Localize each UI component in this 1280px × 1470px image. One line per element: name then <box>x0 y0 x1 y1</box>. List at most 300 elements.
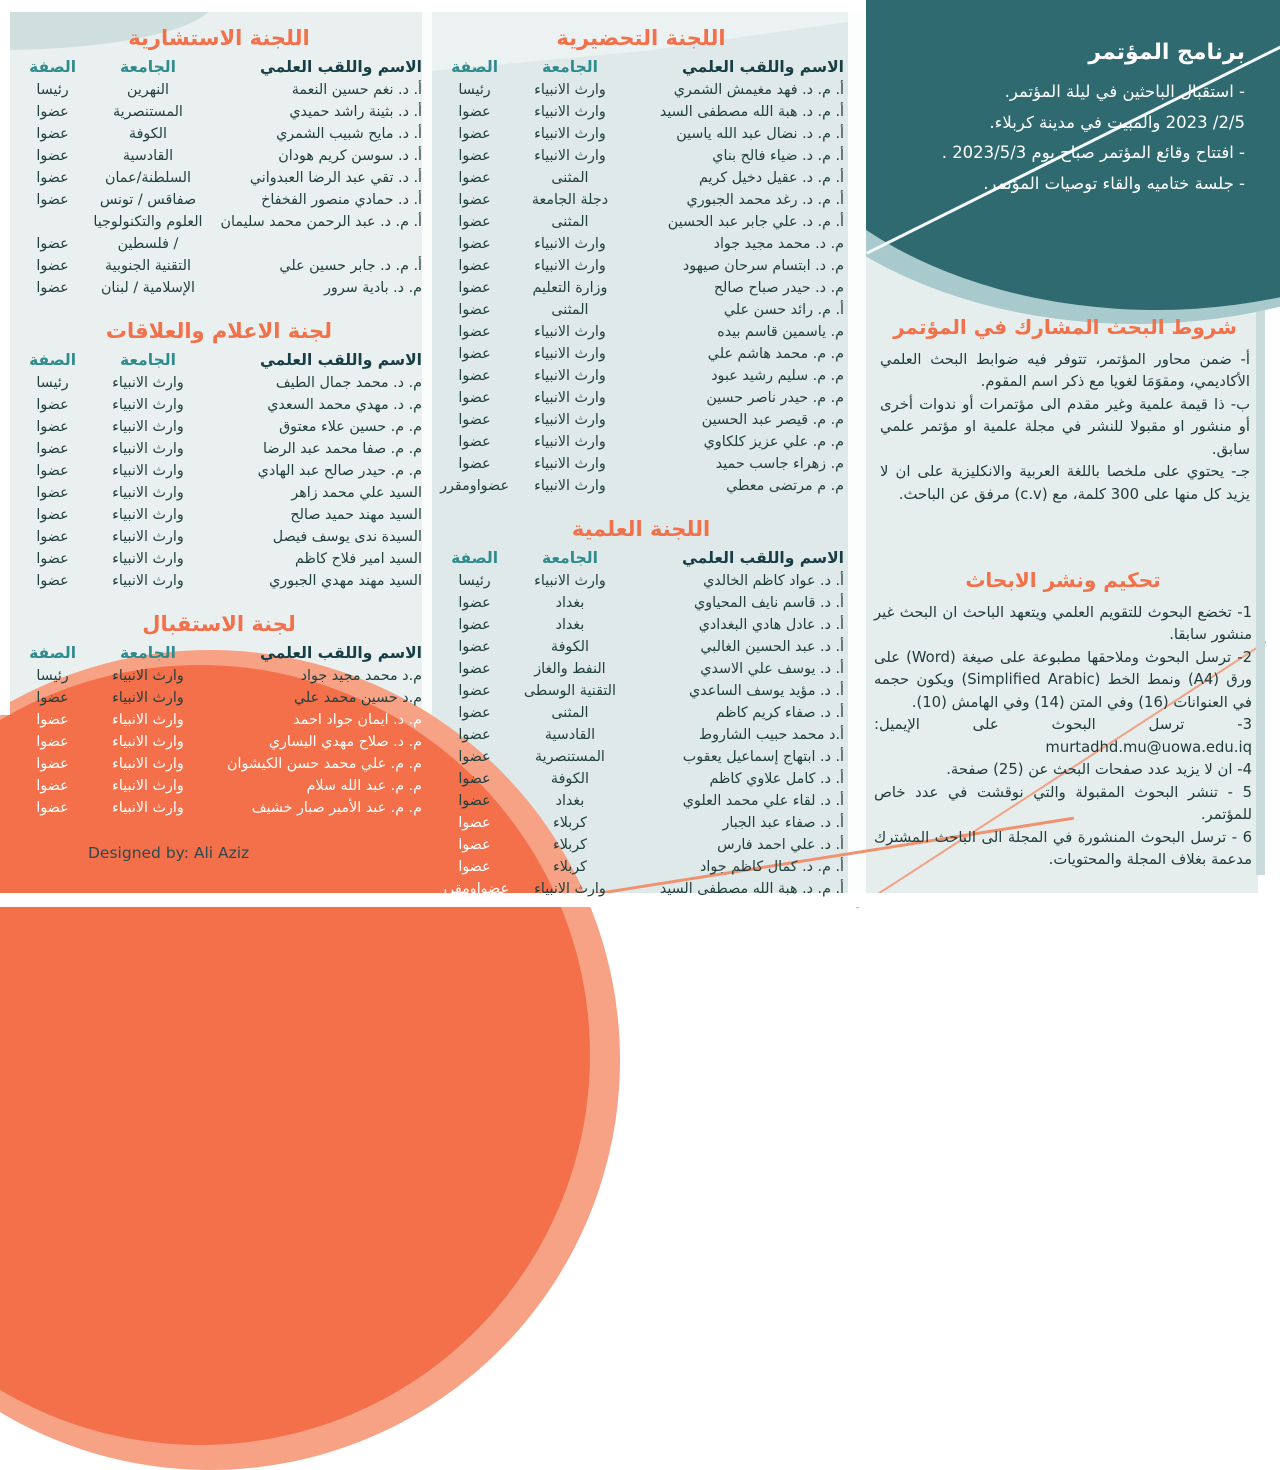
cell-name: أ. د. يوسف علي الاسدي <box>700 661 844 677</box>
table-row <box>16 482 422 504</box>
table-row <box>16 416 422 438</box>
cell-university: المثنى <box>551 214 589 230</box>
cell-role: عضوا <box>458 412 491 428</box>
cell-role: عضوا <box>36 258 69 274</box>
text-line: 2- ترسل البحوث وملاحقها مطبوعة على صيغة (Word) على ورق (A4) ونمط الخط (Simplified Arabic) ويكون حجمه في العنوانات (16) وفي المتن (14) وفي الهامش (10). <box>874 648 1252 711</box>
cell-university: وارث الانبياء <box>112 690 184 706</box>
table-row <box>438 431 844 453</box>
cell-university: وارث الانبياء <box>534 390 606 406</box>
designer-credit: Designed by: Ali Aziz <box>88 844 250 862</box>
cell-role: عضوا <box>458 705 491 721</box>
cell-role: رئيسا <box>36 82 69 98</box>
cell-role: عضوا <box>36 170 69 186</box>
cell-name: السيد امير فلاح كاظم <box>294 551 422 567</box>
cell-name: أ. د. عبد الحسين الغالبي <box>700 639 844 655</box>
scientific-table <box>438 549 844 900</box>
table-row <box>438 145 844 167</box>
cell-name: أ. د. ابتهاج إسماعيل يعقوب <box>682 749 844 765</box>
cell-name: م. د. محمد جمال الطيف <box>275 375 422 391</box>
cell-role: عضوا <box>458 126 491 142</box>
cell-name: م. م. حيدر صالح عبد الهادي <box>257 463 422 479</box>
cell-university: المثنى <box>551 302 589 318</box>
program-block <box>895 40 1245 199</box>
cell-role: عضوا <box>36 529 69 545</box>
cell-university: صفاقس / تونس <box>99 192 197 208</box>
table-header-row <box>16 58 422 79</box>
cell-name: م. د. ايمان جواد احمد <box>293 712 422 728</box>
cell-role: عضوا <box>458 595 491 611</box>
cell-name: السيد علي محمد زاهر <box>291 485 422 501</box>
cell-name: أ. م. د. رغد محمد الجبوري <box>686 192 844 208</box>
table-row <box>438 790 844 812</box>
cell-name: أ. د. مايح شبيب الشمري <box>276 126 422 142</box>
table-row <box>438 167 844 189</box>
cell-role: عضوا <box>458 236 491 252</box>
cell-role: عضوا <box>36 690 69 706</box>
cell-name: م. م. عبد الله سلام <box>306 778 422 794</box>
cell-role: عضوا <box>458 456 491 472</box>
cell-role: عضوا <box>458 639 491 655</box>
table-row <box>438 101 844 123</box>
text-line: - افتتاح وقائع المؤتمر صباح يوم 2023/5/3 . <box>941 143 1245 163</box>
cell-name: أ. د. تقي عبد الرضا العبدواني <box>249 170 422 186</box>
cell-name: أ. د. لقاء علي محمد العلوي <box>682 793 844 809</box>
cell-university: وارث الانبياء <box>112 756 184 772</box>
table-row <box>438 299 844 321</box>
cell-role: عضوا <box>458 434 491 450</box>
cell-name: أ. م. د. كمال كاظم جواد <box>700 859 844 875</box>
cell-name: أ. م. د. هبة الله مصطفى السيد <box>659 881 844 897</box>
table-row <box>438 387 844 409</box>
cell-role: عضوا <box>458 280 491 296</box>
table-row <box>16 145 422 167</box>
text-line: 4- ان لا يزيد عدد صفحات البحث عن (25) صفحة. <box>946 761 1252 779</box>
cell-university: وارث الانبياء <box>112 712 184 728</box>
cell-university: بغداد <box>555 617 585 633</box>
table-row <box>16 277 422 299</box>
col-header-role: الصفة <box>29 351 77 369</box>
cell-role: عضوا <box>36 778 69 794</box>
cell-role: عضوا <box>458 837 491 853</box>
col-header-role: الصفة <box>451 58 499 76</box>
table-row <box>16 123 422 145</box>
table-row <box>16 101 422 123</box>
section-title-reception: لجنة الاستقبال <box>142 612 296 636</box>
table-row <box>438 277 844 299</box>
text-line: جـ- يحتوي على ملخصا باللغة العربية والانكليزية على ان لا يزيد كل منها على 300 كلمة، مع (c.v) مرفق عن الباحث. <box>880 463 1250 503</box>
cell-university: وارث الانبياء <box>534 148 606 164</box>
col-header-name: الاسم واللقب العلمي <box>260 644 422 662</box>
cell-role: عضوا <box>458 815 491 831</box>
cell-name: م. م. حسين علاء معتوق <box>279 419 422 435</box>
table-row <box>438 233 844 255</box>
table-header-row <box>438 58 844 79</box>
cell-name: م. ياسمين قاسم بيده <box>717 324 844 340</box>
cell-university: وارث الانبياء <box>112 529 184 545</box>
conditions-block <box>880 315 1250 506</box>
table-row <box>438 680 844 702</box>
col-header-university: الجامعة <box>542 549 598 567</box>
cell-role: عضوا <box>458 302 491 318</box>
text-line: 5 - تنشر البحوث المقبولة والتي نوقشت في عدد خاص للمؤتمر. <box>874 783 1252 824</box>
cell-role: رئيسا <box>36 375 69 391</box>
table-row <box>438 321 844 343</box>
cell-role: عضوا <box>458 749 491 765</box>
table-row <box>16 775 422 797</box>
cell-university: وارث الانبياء <box>112 441 184 457</box>
cell-name: أ. م. د. ضياء فالح بناي <box>712 148 844 164</box>
table-row <box>438 746 844 768</box>
cell-name: م. م. سليم رشيد عبود <box>711 368 844 384</box>
cell-name: م. م. علي عزيز كلكاوي <box>703 434 844 450</box>
col-header-name: الاسم واللقب العلمي <box>682 58 844 76</box>
table-row <box>438 724 844 746</box>
cell-university: السلطنة/عمان <box>104 170 191 186</box>
table-row <box>16 665 422 687</box>
cell-role: عضوا <box>458 104 491 120</box>
left-column <box>16 20 422 839</box>
cell-university: كربلاء <box>552 859 587 875</box>
col-header-university: الجامعة <box>120 58 176 76</box>
cell-role: عضواومقرر <box>440 881 509 897</box>
cell-university: النفط والغاز <box>534 661 606 677</box>
table-row <box>16 394 422 416</box>
table-row <box>438 658 844 680</box>
committee-preparatory <box>438 26 844 497</box>
cell-name: م.د محمد مجيد جواد <box>300 668 422 684</box>
cell-university: وارث الانبياء <box>112 778 184 794</box>
table-row <box>16 687 422 709</box>
col-header-name: الاسم واللقب العلمي <box>682 549 844 567</box>
col-header-role: الصفة <box>29 58 77 76</box>
cell-name: م. د. صلاح مهدي اليساري <box>268 734 422 750</box>
cell-university: وارث الانبياء <box>534 346 606 362</box>
section-title-media: لجنة الاعلام والعلاقات <box>105 319 333 343</box>
cell-role: عضوا <box>458 258 491 274</box>
cell-university: المثنى <box>551 170 589 186</box>
fold-gutter-right <box>848 12 866 893</box>
cell-university: وارث الانبياء <box>534 456 606 472</box>
cell-name: أ. د. عواد كاظم الخالدي <box>703 573 844 589</box>
cell-role: عضوا <box>36 280 69 296</box>
cell-role: عضوا <box>458 368 491 384</box>
section-title-preparatory: اللجنة التحضيرية <box>556 26 726 50</box>
table-row <box>438 123 844 145</box>
cell-role: رئيسا <box>36 668 69 684</box>
cell-name: م. د. بادية سرور <box>324 280 422 296</box>
cell-name: م. د. حيدر صباح صالح <box>713 280 844 296</box>
table-row <box>438 812 844 834</box>
cell-role: عضوا <box>36 419 69 435</box>
conditions-title: شروط البحث المشارك في المؤتمر <box>893 315 1237 339</box>
cell-university: وارث الانبياء <box>534 126 606 142</box>
cell-name: أ. د. عادل هادي البغدادي <box>698 617 844 633</box>
cell-name: أ. د. علي احمد فارس <box>717 837 844 853</box>
cell-name: أ. م. د. فهد مغيمش الشمري <box>673 82 844 98</box>
cell-name: م. زهراء جاسب حميد <box>715 456 844 472</box>
cell-university: بغداد <box>555 595 585 611</box>
cell-name: أ. م. د. علي جابر عبد الحسين <box>667 214 844 230</box>
table-header-row <box>16 644 422 665</box>
publication-block <box>874 568 1252 872</box>
cell-university: الإسلامية / لبنان <box>100 280 195 296</box>
table-row <box>16 731 422 753</box>
cell-role: عضوا <box>458 683 491 699</box>
table-row <box>438 409 844 431</box>
table-row <box>16 372 422 394</box>
table-header-row <box>438 549 844 570</box>
cell-university: كربلاء <box>552 837 587 853</box>
cell-university: الكوفة <box>550 639 590 655</box>
cell-name: أ. م. د. نضال عبد الله ياسين <box>676 126 844 142</box>
cell-university: وارث الانبياء <box>534 478 606 494</box>
cell-name: أ. م. د. عقيل دخيل كريم <box>699 170 844 186</box>
cell-university: القادسية <box>544 727 596 743</box>
cell-role: عضوا <box>458 148 491 164</box>
committee-reception <box>16 612 422 819</box>
committee-media <box>16 319 422 592</box>
cell-name: أ.د محمد حبيب الشاروط <box>698 727 844 743</box>
cell-university: وارث الانبياء <box>534 573 606 589</box>
frame-left <box>0 0 10 715</box>
section-title-advisory: اللجنة الاستشارية <box>128 26 310 50</box>
col-header-role: الصفة <box>29 644 77 662</box>
reception-table <box>16 644 422 819</box>
cell-name: أ. م. د. هبة الله مصطفى السيد <box>659 104 844 120</box>
cell-name: السيد مهند مهدي الجبوري <box>269 573 422 589</box>
cell-name: أ. د. سوسن كريم هودان <box>278 148 422 164</box>
advisory-table <box>16 58 422 299</box>
cell-name: م. د. مهدي محمد السعدي <box>267 397 422 413</box>
cell-role: عضوا <box>36 148 69 164</box>
cell-name: أ. د. صفاء كريم كاظم <box>715 705 844 721</box>
cell-university: التقنية الجنوبية <box>104 258 191 274</box>
cell-name: م. د. محمد مجيد جواد <box>713 236 844 252</box>
table-row <box>16 709 422 731</box>
cell-role: عضوا <box>458 793 491 809</box>
cell-name: أ. د. بثينة راشد حميدي <box>289 104 422 120</box>
table-row <box>438 834 844 856</box>
cell-role: عضوا <box>36 485 69 501</box>
cell-university: وارث الانبياء <box>112 734 184 750</box>
section-title-scientific: اللجنة العلمية <box>571 517 711 541</box>
table-row <box>438 453 844 475</box>
table-row <box>438 343 844 365</box>
cell-university: النهرين <box>126 82 169 98</box>
text-line: 2/5/ 2023 والمبيت في مدينة كربلاء. <box>989 112 1245 132</box>
cell-university: وارث الانبياء <box>534 258 606 274</box>
table-row <box>16 753 422 775</box>
cell-university: المستنصرية <box>113 104 183 120</box>
table-row <box>438 570 844 592</box>
cell-university: وارث الانبياء <box>534 881 606 897</box>
cell-role: عضوا <box>36 756 69 772</box>
table-row <box>438 768 844 790</box>
publication-title: تحكيم ونشر الابحاث <box>965 568 1161 592</box>
cell-name: أ. د. نغم حسين النعمة <box>291 82 422 98</box>
cell-role: عضوا <box>458 390 491 406</box>
cell-university: وارث الانبياء <box>534 236 606 252</box>
cell-university: التقنية الوسطى <box>523 683 616 699</box>
table-row <box>16 797 422 819</box>
table-row <box>438 614 844 636</box>
media-table <box>16 351 422 592</box>
cell-university: دجلة الجامعة <box>531 192 609 208</box>
cell-name: م. م. محمد هاشم علي <box>707 346 844 362</box>
program-items <box>895 77 1245 199</box>
cell-role: عضوا <box>458 170 491 186</box>
table-row <box>16 211 422 255</box>
cell-university: وارث الانبياء <box>534 324 606 340</box>
cell-university: وارث الانبياء <box>534 412 606 428</box>
cell-university: وارث الانبياء <box>112 507 184 523</box>
cell-role: عضوا <box>458 214 491 230</box>
cell-name: أ. د. مؤيد يوسف الساعدي <box>689 683 844 699</box>
cell-university: وارث الانبياء <box>112 800 184 816</box>
cell-role: رئيسا <box>458 82 491 98</box>
publication-paragraphs <box>874 602 1252 872</box>
cell-name: أ. م. د. عبد الرحمن محمد سليمان <box>220 214 422 230</box>
text-line: ب- ذا قيمة علمية وغير مقدم الى مؤتمرات أو ندوات أخرى أو منشور او مقبولا للنشر في مجلة علمية او مؤتمر علمي سابق. <box>880 395 1250 458</box>
table-row <box>438 79 844 101</box>
cell-name: م. م. صفا محمد عبد الرضا <box>263 441 422 457</box>
cell-university: وارث الانبياء <box>112 375 184 391</box>
cell-name: السيد مهند حميد صالح <box>290 507 422 523</box>
table-row <box>438 878 844 900</box>
cell-name: أ. د. كامل علاوي كاظم <box>709 771 844 787</box>
cell-name: م. د. ابتسام سرحان صيهود <box>682 258 844 274</box>
col-header-university: الجامعة <box>120 644 176 662</box>
cell-university: وارث الانبياء <box>112 397 184 413</box>
text-line: 3- ترسل البحوث على الإيميل: murtadhd.mu@uowa.edu.iq <box>874 716 1252 756</box>
cell-name: أ. د. حمادي منصور الفخفاخ <box>261 192 422 208</box>
cell-role: عضوا <box>36 463 69 479</box>
table-row <box>16 189 422 211</box>
cell-university: وارث الانبياء <box>534 434 606 450</box>
cell-name: أ. د. صفاء عبد الجبار <box>722 815 844 831</box>
table-row <box>16 255 422 277</box>
col-header-name: الاسم واللقب العلمي <box>260 58 422 76</box>
cell-role: عضوا <box>458 859 491 875</box>
cell-name: أ. م. رائد حسن علي <box>723 302 844 318</box>
cell-name: أ. د. قاسم نايف المحياوي <box>694 595 844 611</box>
cell-name: م.د حسين محمد علي <box>293 690 422 706</box>
cell-name: م. م. حيدر ناصر حسين <box>706 390 844 406</box>
table-row <box>16 526 422 548</box>
col-header-name: الاسم واللقب العلمي <box>260 351 422 369</box>
cell-university: وارث الانبياء <box>534 82 606 98</box>
program-title: برنامج المؤتمر <box>1088 40 1245 65</box>
table-row <box>438 365 844 387</box>
cell-university: وارث الانبياء <box>112 463 184 479</box>
cell-name: السيدة ندى يوسف فيصل <box>272 529 422 545</box>
cell-role: عضوا <box>36 236 69 252</box>
cell-university: القادسية <box>122 148 174 164</box>
cell-role: عضوا <box>458 324 491 340</box>
preparatory-table <box>438 58 844 497</box>
table-row <box>16 570 422 592</box>
table-row <box>16 460 422 482</box>
cell-role: عضوا <box>36 397 69 413</box>
cell-role: عضواومقرر <box>440 478 509 494</box>
cell-university: كربلاء <box>552 815 587 831</box>
cell-university: وارث الانبياء <box>112 573 184 589</box>
cell-role: عضوا <box>36 507 69 523</box>
cell-university: وزارة التعليم <box>532 280 608 296</box>
text-line: 6 - ترسل البحوث المنشورة في المجلة الى الباحث المشترك مدعمة بغلاف المجلة والمحتويات. <box>874 828 1252 869</box>
cell-role: عضوا <box>458 771 491 787</box>
table-row <box>438 856 844 878</box>
cell-name: م. م. علي محمد حسن الكيشوان <box>227 756 422 772</box>
cell-role: عضوا <box>458 617 491 633</box>
table-row <box>438 636 844 658</box>
cell-role: عضوا <box>36 126 69 142</box>
cell-role: عضوا <box>36 104 69 120</box>
middle-column <box>438 20 844 920</box>
table-row <box>438 592 844 614</box>
cell-role: عضوا <box>458 346 491 362</box>
text-line: أ- ضمن محاور المؤتمر، تتوفر فيه ضوابط البحث العلمي الأكاديمي، ومقوَمَا لغويا مع ذكر اسم المقوم. <box>880 351 1250 391</box>
col-header-university: الجامعة <box>120 351 176 369</box>
table-header-row <box>16 351 422 372</box>
table-row <box>16 548 422 570</box>
cell-name: م. م. قيصر عبد الحسين <box>701 412 844 428</box>
cell-university: وارث الانبياء <box>112 485 184 501</box>
committee-advisory <box>16 26 422 299</box>
cell-role: عضوا <box>458 661 491 677</box>
cell-university: الكوفة <box>550 771 590 787</box>
text-line: 1- تخضع البحوث للتقويم العلمي ويتعهد الباحث ان البحث غير منشور سابقا. <box>874 604 1252 644</box>
cell-university: العلوم والتكنولوجيا / فلسطين <box>93 214 203 252</box>
cell-role: عضوا <box>36 712 69 728</box>
col-header-university: الجامعة <box>542 58 598 76</box>
cell-role: رئيسا <box>458 573 491 589</box>
table-row <box>16 79 422 101</box>
cell-role: عضوا <box>36 734 69 750</box>
committee-scientific <box>438 517 844 900</box>
cell-university: المستنصرية <box>535 749 605 765</box>
cell-name: م. م مرتضى معطي <box>726 478 844 494</box>
cell-name: م. م. عبد الأمير صبار خشيف <box>251 800 422 816</box>
col-header-role: الصفة <box>451 549 499 567</box>
table-row <box>438 702 844 724</box>
cell-role: عضوا <box>36 800 69 816</box>
cell-university: وارث الانبياء <box>112 419 184 435</box>
cell-role: عضوا <box>36 192 69 208</box>
cell-university: وارث الانبياء <box>534 368 606 384</box>
frame-top <box>0 0 880 12</box>
cell-role: عضوا <box>36 441 69 457</box>
cell-role: عضوا <box>36 551 69 567</box>
text-line: - استقبال الباحثين في ليلة المؤتمر. <box>1004 82 1245 101</box>
table-row <box>438 211 844 233</box>
cell-university: المثنى <box>551 705 589 721</box>
cell-university: وارث الانبياء <box>534 104 606 120</box>
table-row <box>438 189 844 211</box>
table-row <box>438 255 844 277</box>
cell-university: وارث الانبياء <box>112 668 184 684</box>
conditions-paragraphs <box>880 349 1250 506</box>
cell-university: وارث الانبياء <box>112 551 184 567</box>
table-row <box>16 438 422 460</box>
table-row <box>16 504 422 526</box>
cell-role: عضوا <box>458 192 491 208</box>
cell-university: بغداد <box>555 793 585 809</box>
cell-university: الكوفة <box>128 126 168 142</box>
text-line: - جلسة ختاميه والقاء توصيات المؤتمر. <box>983 173 1245 193</box>
table-row <box>16 167 422 189</box>
table-row <box>438 475 844 497</box>
